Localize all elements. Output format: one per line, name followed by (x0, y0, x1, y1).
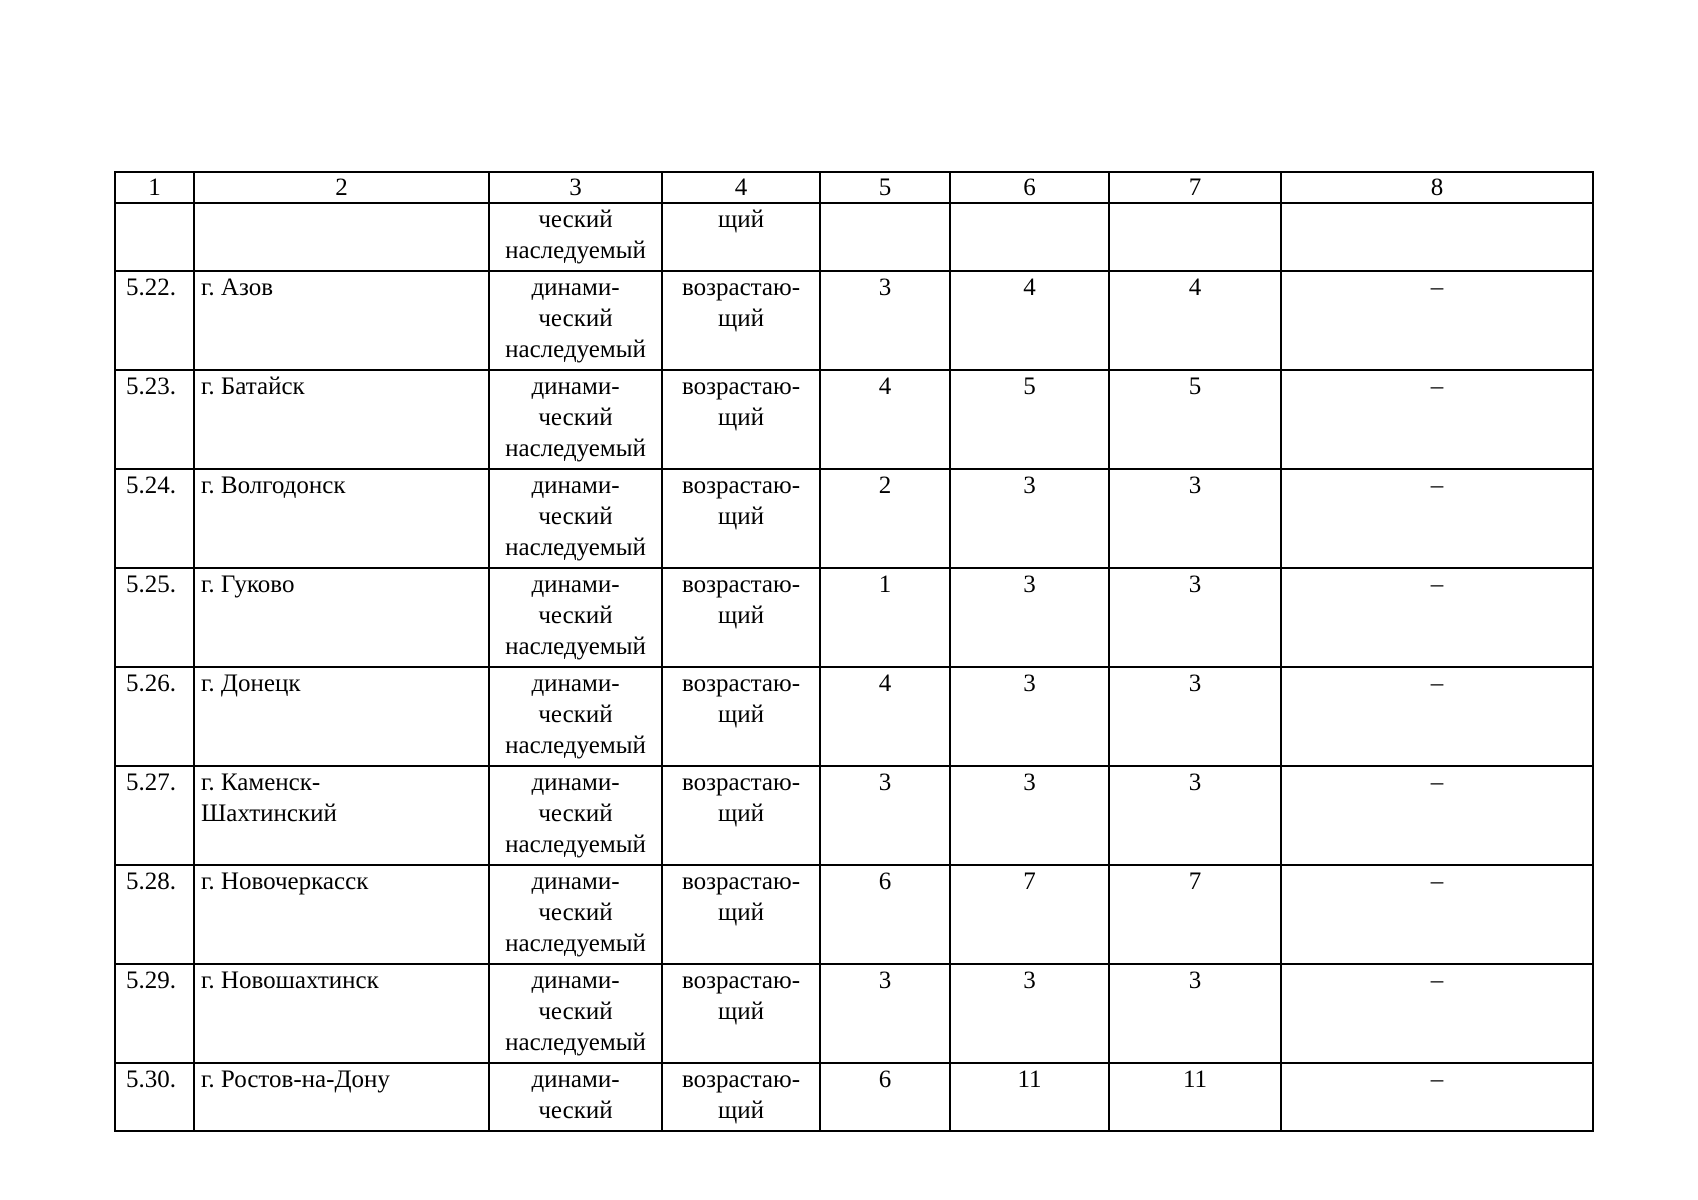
row-number-cell: 5.24. (115, 469, 194, 568)
trend-line: возрастаю- (681, 769, 801, 796)
type-line: наследуемый (505, 930, 646, 957)
trend-line: щий (717, 1097, 764, 1124)
value-cell-6: 4 (950, 271, 1109, 370)
type-line: ческий (538, 1097, 613, 1124)
table-row (115, 568, 1593, 667)
value-cell-7: 4 (1109, 271, 1281, 370)
table-row (115, 370, 1593, 469)
city-name-cell (194, 766, 489, 865)
table-row (115, 271, 1593, 370)
trend-line: возрастаю- (681, 670, 801, 697)
continuation-cell-4 (662, 203, 820, 271)
value-cell-7: 3 (1109, 568, 1281, 667)
value-cell-8: – (1281, 865, 1593, 964)
table-row (115, 766, 1593, 865)
continuation-cell-1 (115, 203, 194, 271)
type-cell (489, 964, 662, 1063)
header-row (115, 172, 1593, 203)
type-cell (489, 1063, 662, 1131)
trend-line: возрастаю- (681, 373, 801, 400)
trend-cell (662, 1063, 820, 1131)
value-cell-7: 3 (1109, 766, 1281, 865)
value-cell-6: 3 (950, 766, 1109, 865)
value-cell-8: – (1281, 964, 1593, 1063)
trend-cell (662, 667, 820, 766)
type-cell (489, 271, 662, 370)
header-cell-4: 4 (662, 172, 820, 203)
value-cell-6: 3 (950, 469, 1109, 568)
value-cell-7: 3 (1109, 667, 1281, 766)
trend-line: возрастаю- (681, 571, 801, 598)
value-cell-8: – (1281, 469, 1593, 568)
type-line: наследуемый (505, 534, 646, 561)
type-cell (489, 667, 662, 766)
continuation-cell-6 (950, 203, 1109, 271)
type-line: наследуемый (505, 831, 646, 858)
continuation-cell-7 (1109, 203, 1281, 271)
trend-line: щий (717, 305, 764, 332)
city-name-line: г. Волгодонск (201, 472, 346, 499)
type-line: ческий (538, 998, 613, 1025)
data-table (114, 171, 1594, 1132)
trend-cell (662, 766, 820, 865)
trend-line: щий (717, 503, 764, 530)
value-cell-6: 5 (950, 370, 1109, 469)
continuation-trend-line: щий (717, 206, 764, 233)
city-name-line: г. Ростов-на-Дону (201, 1066, 390, 1093)
type-line: ческий (538, 899, 613, 926)
trend-cell (662, 271, 820, 370)
continuation-cell-3 (489, 203, 662, 271)
value-cell-5: 4 (820, 667, 950, 766)
trend-cell (662, 964, 820, 1063)
type-line: ческий (538, 404, 613, 431)
row-number-cell: 5.25. (115, 568, 194, 667)
trend-line: возрастаю- (681, 274, 801, 301)
table-body (115, 172, 1593, 1131)
city-name-cell (194, 865, 489, 964)
header-cell-3: 3 (489, 172, 662, 203)
type-line: ческий (538, 503, 613, 530)
table-row (115, 865, 1593, 964)
table-row (115, 469, 1593, 568)
type-line: динами- (531, 1066, 620, 1093)
trend-cell (662, 469, 820, 568)
value-cell-6: 3 (950, 667, 1109, 766)
type-line: динами- (531, 769, 620, 796)
row-number-cell: 5.30. (115, 1063, 194, 1131)
type-line: динами- (531, 472, 620, 499)
header-cell-6: 6 (950, 172, 1109, 203)
type-line: динами- (531, 967, 620, 994)
header-cell-1: 1 (115, 172, 194, 203)
value-cell-8: – (1281, 271, 1593, 370)
continuation-cell-2 (194, 203, 489, 271)
continuation-cell-8 (1281, 203, 1593, 271)
type-line: ческий (538, 701, 613, 728)
value-cell-6: 3 (950, 568, 1109, 667)
type-line: наследуемый (505, 633, 646, 660)
value-cell-6: 7 (950, 865, 1109, 964)
value-cell-7: 5 (1109, 370, 1281, 469)
value-cell-6: 11 (950, 1063, 1109, 1131)
table-row (115, 964, 1593, 1063)
value-cell-7: 7 (1109, 865, 1281, 964)
type-cell (489, 469, 662, 568)
city-name-line: г. Азов (201, 274, 274, 301)
continuation-type-line: наследуемый (505, 237, 646, 264)
city-name-cell (194, 568, 489, 667)
trend-line: щий (717, 602, 764, 629)
value-cell-5: 6 (820, 1063, 950, 1131)
trend-line: щий (717, 998, 764, 1025)
value-cell-7: 3 (1109, 469, 1281, 568)
trend-line: щий (717, 404, 764, 431)
row-number-cell: 5.28. (115, 865, 194, 964)
continuation-cell-5 (820, 203, 950, 271)
trend-line: щий (717, 899, 764, 926)
value-cell-6: 3 (950, 964, 1109, 1063)
city-name-cell (194, 964, 489, 1063)
type-line: динами- (531, 571, 620, 598)
city-name-line: г. Донецк (201, 670, 301, 697)
table-row (115, 667, 1593, 766)
type-line: динами- (531, 373, 620, 400)
value-cell-5: 3 (820, 271, 950, 370)
city-name-cell (194, 370, 489, 469)
trend-line: возрастаю- (681, 1066, 801, 1093)
type-line: наследуемый (505, 336, 646, 363)
row-number-cell: 5.22. (115, 271, 194, 370)
city-name-cell (194, 469, 489, 568)
city-name-cell (194, 1063, 489, 1131)
city-name-line: г. Новошахтинск (201, 967, 379, 994)
value-cell-8: – (1281, 667, 1593, 766)
city-name-cell (194, 667, 489, 766)
city-name-line: г. Новочеркасск (201, 868, 369, 895)
value-cell-8: – (1281, 370, 1593, 469)
value-cell-5: 6 (820, 865, 950, 964)
continuation-type-line: ческий (538, 206, 613, 233)
value-cell-8: – (1281, 568, 1593, 667)
value-cell-5: 3 (820, 766, 950, 865)
type-line: наследуемый (505, 1029, 646, 1056)
type-line: наследуемый (505, 732, 646, 759)
type-cell (489, 766, 662, 865)
value-cell-8: – (1281, 1063, 1593, 1131)
trend-line: возрастаю- (681, 868, 801, 895)
header-cell-7: 7 (1109, 172, 1281, 203)
type-line: динами- (531, 868, 620, 895)
trend-cell (662, 568, 820, 667)
row-number-cell: 5.29. (115, 964, 194, 1063)
trend-line: возрастаю- (681, 472, 801, 499)
trend-cell (662, 865, 820, 964)
header-cell-2: 2 (194, 172, 489, 203)
value-cell-8: – (1281, 766, 1593, 865)
type-line: динами- (531, 670, 620, 697)
header-cell-8: 8 (1281, 172, 1593, 203)
trend-line: щий (717, 701, 764, 728)
type-cell (489, 865, 662, 964)
value-cell-7: 3 (1109, 964, 1281, 1063)
header-cell-5: 5 (820, 172, 950, 203)
city-name-line: Шахтинский (201, 800, 337, 827)
trend-line: возрастаю- (681, 967, 801, 994)
type-line: ческий (538, 602, 613, 629)
trend-cell (662, 370, 820, 469)
value-cell-5: 3 (820, 964, 950, 1063)
city-name-line: г. Каменск- (201, 769, 321, 796)
table-row (115, 1063, 1593, 1131)
type-line: динами- (531, 274, 620, 301)
type-line: ческий (538, 305, 613, 332)
row-number-cell: 5.26. (115, 667, 194, 766)
value-cell-5: 4 (820, 370, 950, 469)
city-name-line: г. Батайск (201, 373, 305, 400)
type-cell (489, 370, 662, 469)
city-name-cell (194, 271, 489, 370)
value-cell-7: 11 (1109, 1063, 1281, 1131)
type-cell (489, 568, 662, 667)
row-number-cell: 5.23. (115, 370, 194, 469)
type-line: ческий (538, 800, 613, 827)
row-number-cell: 5.27. (115, 766, 194, 865)
city-name-line: г. Гуково (201, 571, 295, 598)
value-cell-5: 1 (820, 568, 950, 667)
trend-line: щий (717, 800, 764, 827)
continuation-row (115, 203, 1593, 271)
value-cell-5: 2 (820, 469, 950, 568)
type-line: наследуемый (505, 435, 646, 462)
